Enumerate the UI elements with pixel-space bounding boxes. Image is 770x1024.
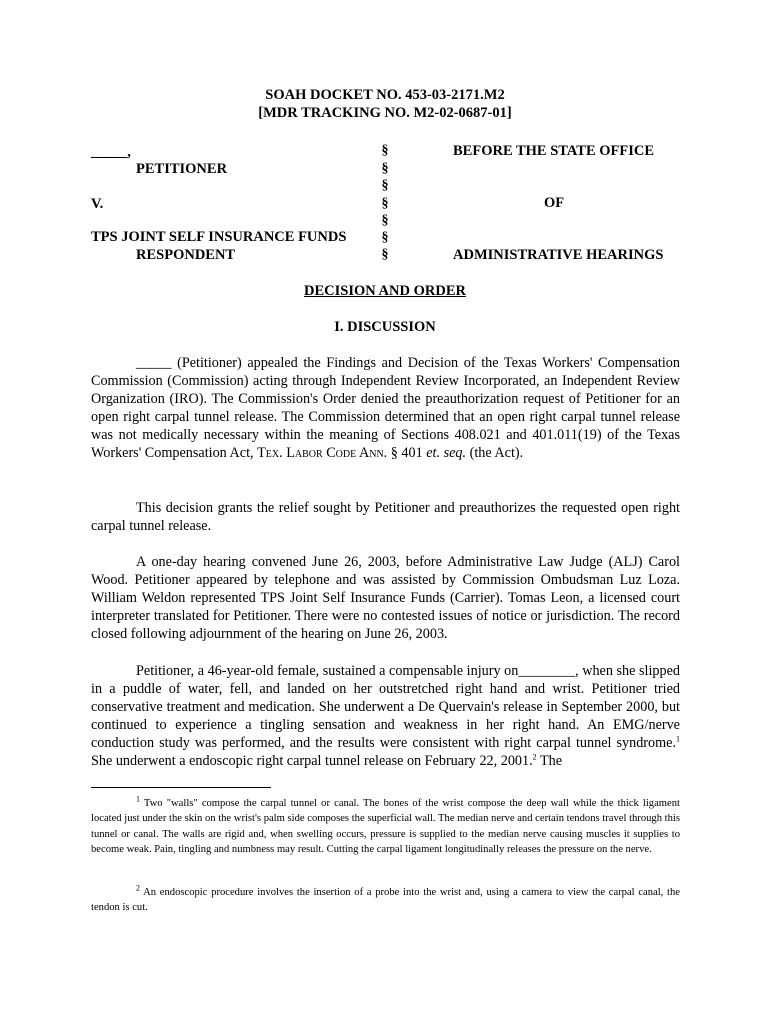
docket-number: SOAH DOCKET NO. 453-03-2171.M2	[265, 87, 505, 103]
respondent-label: RESPONDENT	[136, 247, 236, 263]
versus: V.	[91, 196, 104, 212]
section-symbol: §	[381, 230, 389, 245]
footnote-2: $^2$ An endoscopic procedure involves the insertion of a probe into the wrist and, using a camera to view the carpal canal, the tendon is cut.	[91, 883, 680, 914]
footnote-ref-1: 1	[676, 734, 680, 744]
section-symbol: §	[381, 196, 389, 211]
decision-title: DECISION AND ORDER	[304, 283, 466, 299]
statute-citation: Tex. Labor Code Ann.	[257, 445, 388, 461]
petitioner-blank: _____,	[91, 144, 131, 160]
section-symbol: §	[381, 213, 389, 228]
court-line-1: BEFORE THE STATE OFFICE	[453, 143, 655, 159]
footnote-1: $^1$ Two "walls" compose the carpal tunnel or canal. The bones of the wrist compose the deep wall while the thick ligament located just under the skin on the wrist's palm side composes the superficial wall. The median nerve and certain tendons travel through this tunnel or canal. The walls are rigid and, when swelling occurs, pressure is supplied to the median nerve causing muscles it supplies to become weak. Pain, tingling and numbness may result. Cutting the carpal ligament longitudinally releases the pressure on the nerve.	[91, 794, 680, 855]
paragraph-injury: Petitioner, a 46-year-old female, sustained a compensable injury on________, when she slipped in a puddle of water, fell, and landed on her outstretched right hand and wrist. Petitioner tried conservative treatment and medication. She underwent a De Quervain's release in September 2000, but continued to experience a tingling sensation and weakness in her right hand. An EMG/nerve conduction study was performed, and the results were consistent with right carpal tunnel syndrome.$^1$ She underwent a endoscopic right carpal tunnel release on February 22, 2001.$^2$ The	[91, 663, 680, 769]
paragraph-hearing: A one-day hearing convened June 26, 2003, before Administrative Law Judge (ALJ) Carol Wood. Petitioner appeared by telephone and was assisted by Commission Ombudsman Luz Loza. William Weldon represented TPS Joint Self Insurance Funds (Carrier). Tomas Leon, a licensed court interpreter translated for Petitioner. There were no contested issues of notice or jurisdiction. The record closed following adjournment of the hearing on June 26, 2003.	[91, 554, 680, 642]
footnote-divider	[91, 787, 271, 788]
court-line-2: OF	[544, 195, 565, 211]
discussion-heading: I. DISCUSSION	[334, 319, 436, 335]
section-symbol: §	[381, 161, 389, 176]
petitioner-label: PETITIONER	[136, 161, 228, 177]
section-symbol: §	[381, 143, 389, 158]
footnote-ref-2: 2	[532, 752, 537, 762]
paragraph-appeal: _____ (Petitioner) appealed the Findings and Decision of the Texas Workers' Compensation Commission (Commission) acting through Independent Review Incorporated, an Independent Review Organization (IRO). The Commission's Order denied the preauthorization request of Petitioner for an open right carpal tunnel release. The Commission determined that an open right carpal tunnel release was not medically necessary within the meaning of Sections 408.021 and 401.011(19) of the Texas Workers' Compensation Act, Tex. Labor Code Ann. § 401 et. seq. (the Act).	[91, 355, 680, 461]
tracking-number: [MDR TRACKING NO. M2-02-0687-01]	[258, 105, 512, 121]
section-symbol: §	[381, 247, 389, 262]
respondent-name: TPS JOINT SELF INSURANCE FUNDS	[91, 229, 347, 245]
court-line-3: ADMINISTRATIVE HEARINGS	[453, 247, 664, 263]
paragraph-relief: This decision grants the relief sought by Petitioner and preauthorizes the requested open right carpal tunnel release.	[91, 500, 680, 534]
section-symbol: §	[381, 178, 389, 193]
